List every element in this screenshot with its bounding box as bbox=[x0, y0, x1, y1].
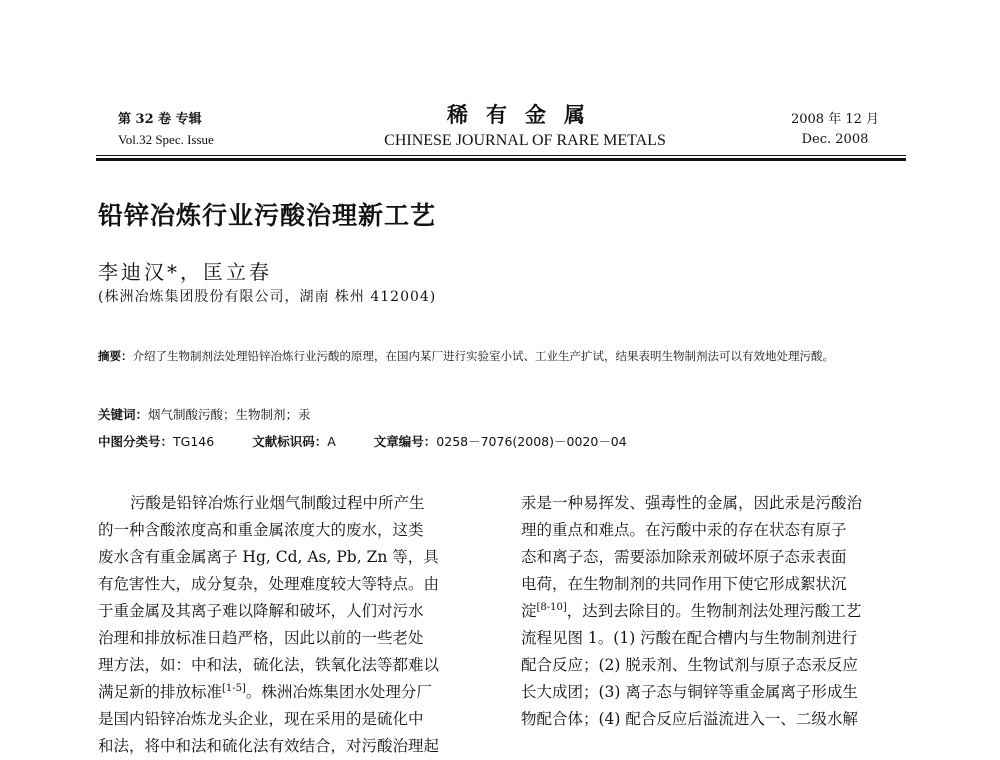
body-line-right bbox=[521, 571, 907, 598]
journal-volume-block bbox=[118, 110, 214, 150]
body-text: 废水含有重金属离子 Hg, Cd, As, Pb, Zn 等，具 bbox=[98, 548, 439, 566]
body-text: 理方法，如：中和法，硫化法，铁氧化法等都难以 bbox=[98, 656, 440, 674]
body-line-left bbox=[98, 544, 480, 571]
body-line-left bbox=[98, 706, 480, 733]
keywords-text: 烟气制酸污酸；生物制剂；汞 bbox=[148, 407, 311, 422]
body-text: 配合反应；(2) 脱汞剂、生物试剂与原子态汞反应 bbox=[521, 656, 858, 674]
article-authors: 李迪汉*，匡立春 bbox=[98, 260, 272, 284]
clc-label: 中图分类号： bbox=[98, 434, 174, 449]
article-title: 铅锌冶炼行业污酸治理新工艺 bbox=[98, 201, 437, 230]
body-line-left bbox=[98, 571, 480, 598]
body-text: 满足新的排放标准 bbox=[98, 683, 223, 701]
citation-ref: [8-10] bbox=[536, 602, 567, 613]
journal-title-block bbox=[300, 102, 750, 152]
abstract-text: 介绍了生物制剂法处理铅锌冶炼行业污酸的原理，在国内某厂进行实验室小试、工业生产扩试，结果表明生物制剂法可以有效地处理污酸。 bbox=[132, 349, 834, 363]
body-line-right bbox=[521, 490, 907, 517]
abstract bbox=[98, 346, 906, 367]
article-no-value: 0258－7076(2008)－0020－04 bbox=[436, 434, 627, 449]
body-line-right bbox=[521, 517, 907, 544]
keywords bbox=[98, 405, 311, 423]
volume-cn: 第 32 卷 专辑 bbox=[118, 112, 202, 127]
body-column-left bbox=[98, 490, 480, 760]
body-text: 污酸是铅锌冶炼行业烟气制酸过程中所产生 bbox=[130, 494, 425, 512]
body-line-right bbox=[521, 625, 907, 652]
body-line-right bbox=[521, 652, 907, 679]
body-line-left bbox=[98, 490, 480, 517]
body-line-right bbox=[521, 706, 907, 733]
body-text: ，达到去除目的。生物制剂法处理污酸工艺 bbox=[566, 602, 862, 620]
body-text: 有危害性大，成分复杂，处理难度较大等特点。由 bbox=[98, 575, 440, 593]
body-line-right bbox=[521, 544, 907, 571]
body-line-left bbox=[98, 625, 480, 652]
header-rule-thin bbox=[96, 155, 906, 156]
body-text: 理的重点和难点。在污酸中汞的存在状态有原子 bbox=[521, 521, 847, 539]
classification-line bbox=[98, 432, 627, 450]
body-line-left bbox=[98, 733, 480, 760]
journal-date-block bbox=[780, 110, 890, 150]
keywords-label: 关键词： bbox=[98, 407, 149, 422]
body-text: 流程见图 1。(1) 污酸在配合槽内与生物制剂进行 bbox=[521, 629, 858, 647]
citation-ref: [1-5] bbox=[222, 683, 246, 694]
article-no-label: 文章编号： bbox=[373, 434, 437, 449]
doc-code-label: 文献标识码： bbox=[252, 434, 328, 449]
volume-en: Vol.32 Spec. Issue bbox=[118, 132, 214, 147]
clc-value: TG146 bbox=[173, 434, 215, 449]
header-rule-thick bbox=[96, 158, 906, 161]
body-line-left bbox=[98, 598, 480, 625]
body-text: 态和离子态，需要添加除汞剂破坏原子态汞表面 bbox=[521, 548, 847, 566]
journal-name-en: CHINESE JOURNAL OF RARE METALS bbox=[384, 132, 666, 149]
body-text: 的一种含酸浓度高和重金属浓度大的废水，这类 bbox=[98, 521, 424, 539]
body-line-left bbox=[98, 517, 480, 544]
body-text: 汞是一种易挥发、强毒性的金属，因此汞是污酸治 bbox=[521, 494, 863, 512]
body-column-right bbox=[521, 490, 907, 733]
journal-name-cn: 稀有金属 bbox=[447, 102, 603, 127]
body-text: 于重金属及其离子难以降解和破坏，人们对污水 bbox=[98, 602, 424, 620]
date-en: Dec. 2008 bbox=[801, 132, 869, 147]
date-cn: 2008 年 12 月 bbox=[790, 112, 880, 127]
body-text: 长大成团；(3) 离子态与铜锌等重金属离子形成生 bbox=[521, 683, 858, 701]
article-affiliation: (株洲冶炼集团股份有限公司，湖南 株州 412004) bbox=[98, 289, 437, 305]
body-line-right bbox=[521, 598, 907, 625]
body-text: 治理和排放标准日趋严格，因此以前的一些老处 bbox=[98, 629, 424, 647]
body-line-left bbox=[98, 652, 480, 679]
body-text: 是国内铅锌冶炼龙头企业，现在采用的是硫化中 bbox=[98, 710, 424, 728]
abstract-label: 摘要： bbox=[98, 349, 133, 363]
body-text: 和法，将中和法和硫化法有效结合，对污酸治理起 bbox=[98, 737, 440, 755]
body-text: 电荷，在生物制剂的共同作用下使它形成絮状沉 bbox=[521, 575, 847, 593]
body-text: 物配合体；(4) 配合反应后溢流进入一、二级水解 bbox=[521, 710, 858, 728]
body-text: 。株洲冶炼集团水处理分厂 bbox=[245, 683, 432, 701]
body-line-left bbox=[98, 679, 480, 706]
body-line-right bbox=[521, 679, 907, 706]
body-text: 淀 bbox=[521, 602, 537, 620]
doc-code-value: A bbox=[327, 434, 336, 449]
